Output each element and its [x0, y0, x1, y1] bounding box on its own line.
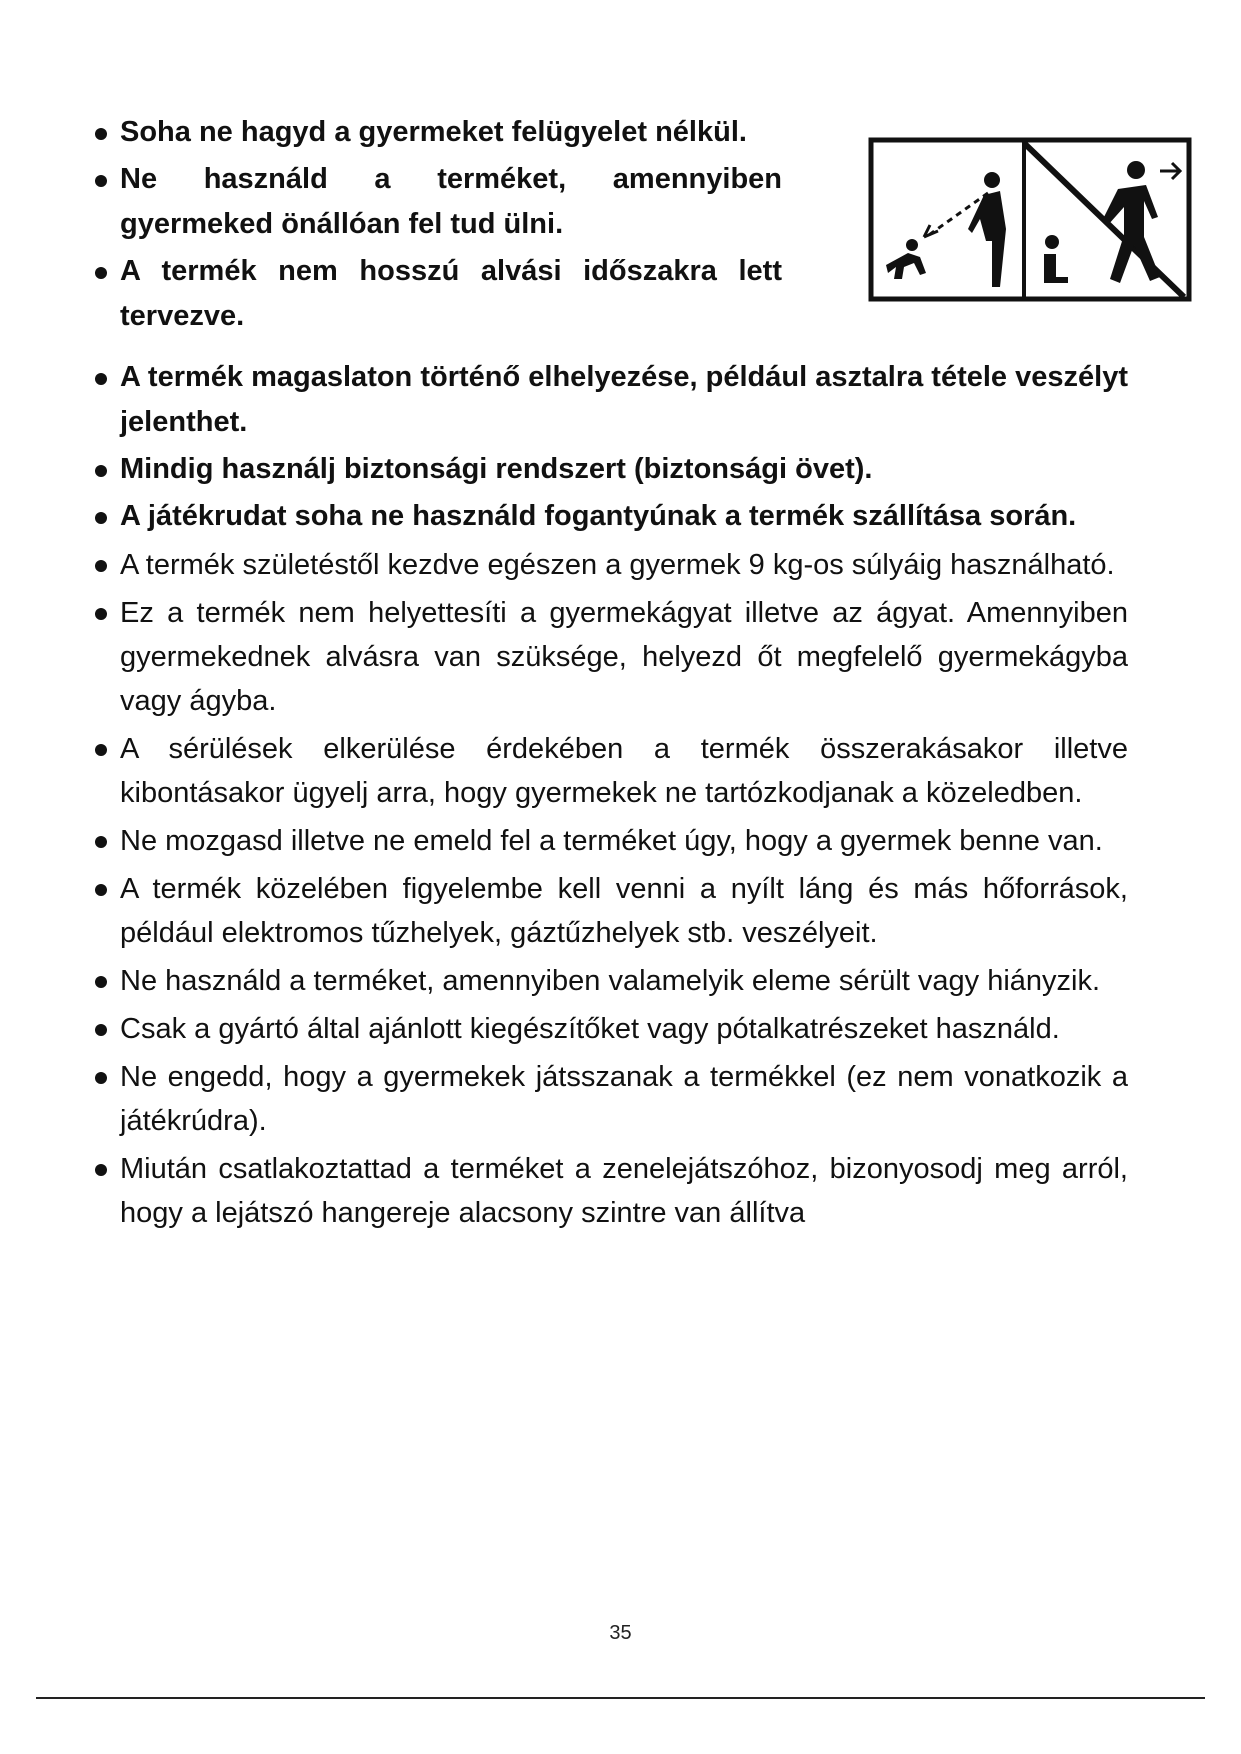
bold-warnings-top [92, 110, 782, 339]
list-item: Ne használd a terméket, amennyiben valamelyik eleme sérült vagy hiányzik. [92, 959, 1128, 1003]
list-item: Ne engedd, hogy a gyermekek játsszanak a termékkel (ez nem vonatkozik a játékrúdra). [92, 1055, 1128, 1143]
list-item: Miután csatlakoztattad a terméket a zenelejátszóhoz, bizonyosodj meg arról, hogy a lejátszó hangereje alacsony szintre van állítva [92, 1147, 1128, 1235]
list-item: A termék nem hosszú alvási időszakra lett tervezve. [92, 249, 782, 339]
list-item: A termék közelében figyelembe kell venni a nyílt láng és más hőforrások, például elektromos tűzhelyek, gáztűzhelyek stb. veszélyeit. [92, 867, 1128, 955]
list-item: Ne mozgasd illetve ne emeld fel a terméket úgy, hogy a gyermek benne van. [92, 819, 1128, 863]
never-leave-child-unattended-icon [868, 137, 1192, 302]
list-item: A termék magaslaton történő elhelyezése, például asztalra tétele veszélyt jelenthet. [92, 355, 1128, 445]
list-item: Ne használd a terméket, amennyiben gyermeked önállóan fel tud ülni. [92, 157, 782, 247]
list-item: Mindig használj biztonsági rendszert (biztonsági övet). [92, 447, 1128, 492]
page-number: 35 [609, 1622, 632, 1644]
warnings-list [92, 355, 1128, 1235]
list-item: Soha ne hagyd a gyermeket felügyelet nélkül. [92, 110, 782, 155]
list-item: A sérülések elkerülése érdekében a termék összerakásakor illetve kibontásakor ügyelj arra, hogy gyermekek ne tartózkodjanak a közeledben. [92, 727, 1128, 815]
list-item: A játékrudat soha ne használd fogantyúnak a termék szállítása során. [92, 494, 1128, 539]
list-item: Csak a gyártó által ajánlott kiegészítőket vagy pótalkatrészeket használd. [92, 1007, 1128, 1051]
footer-divider [36, 1697, 1205, 1699]
list-item: Ez a termék nem helyettesíti a gyermekágyat illetve az ágyat. Amennyiben gyermekednek alvásra van szüksége, helyezd őt megfelelő gyermekágyba vagy ágyba. [92, 591, 1128, 723]
list-item: A termék születéstől kezdve egészen a gyermek 9 kg-os súlyáig használható. [92, 543, 1128, 587]
